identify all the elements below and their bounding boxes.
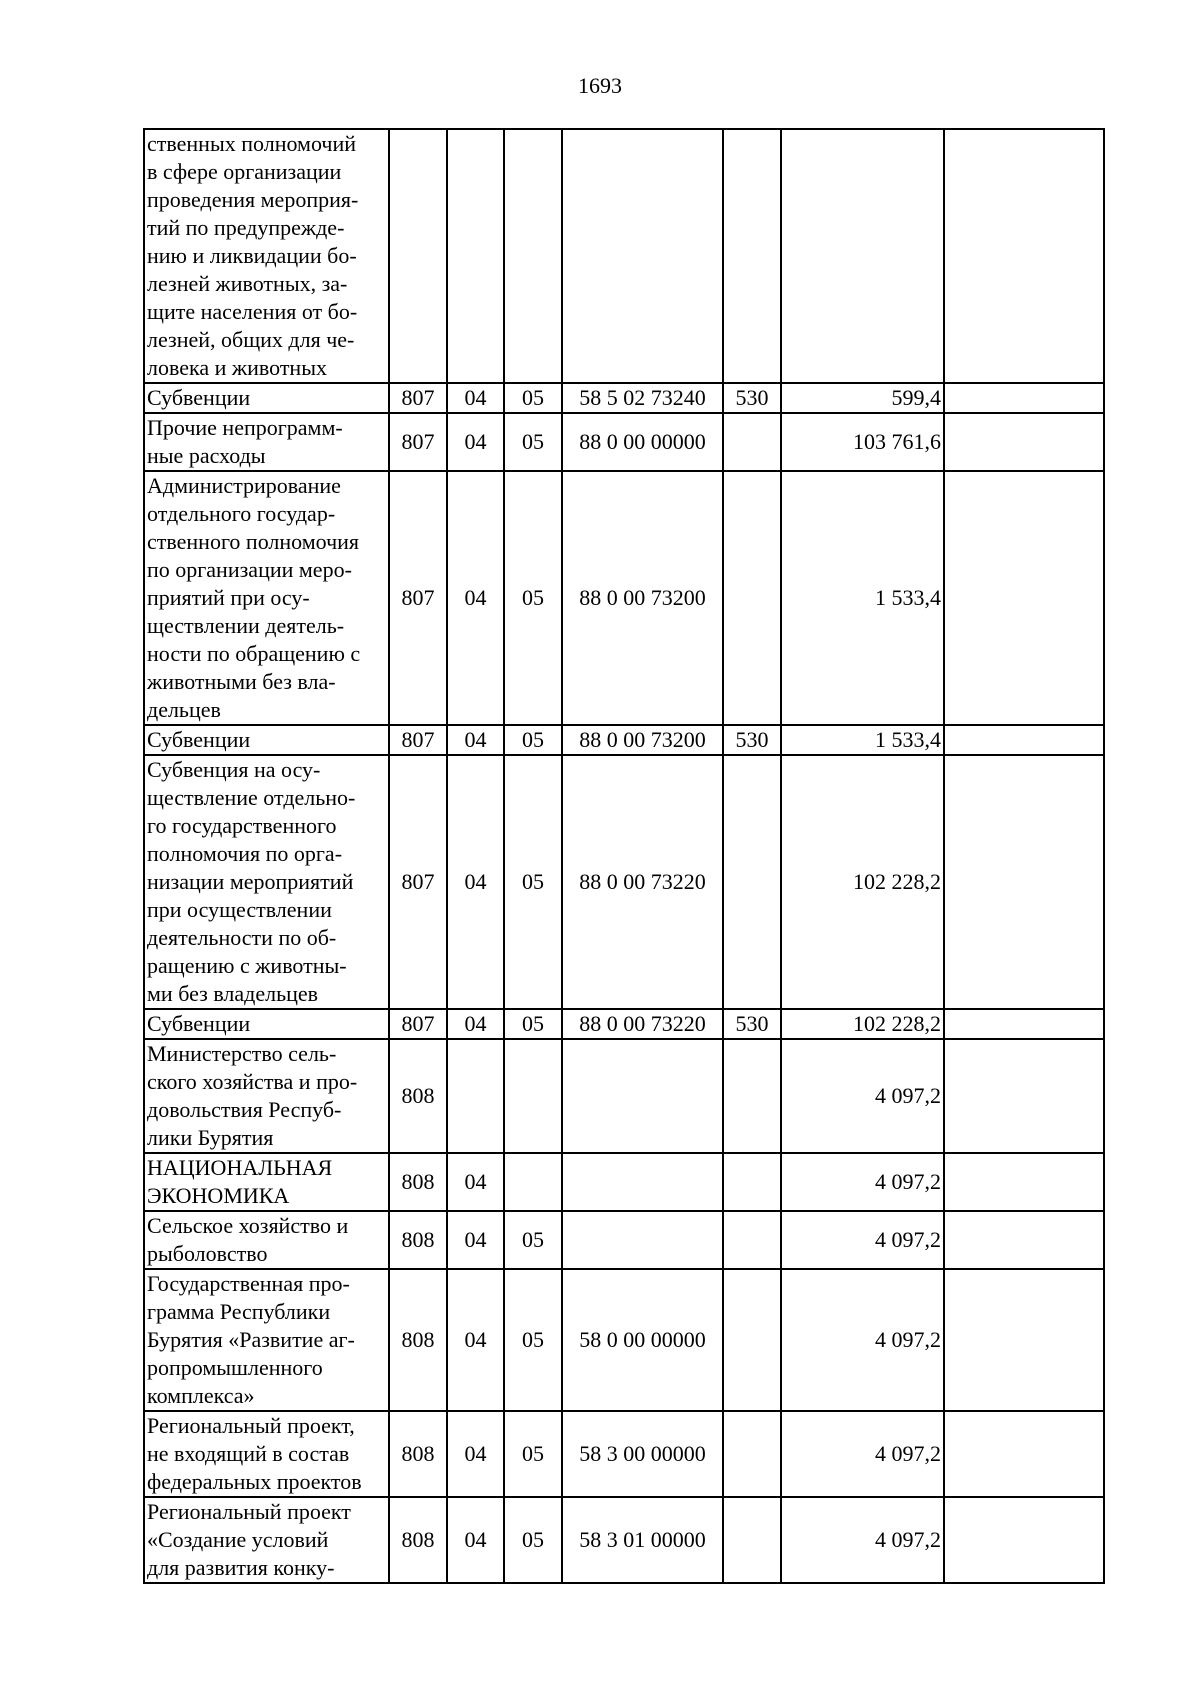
section-code-cell: 04 — [447, 1009, 504, 1039]
row-name-cell: Субвенции — [144, 725, 389, 755]
expense-type-cell — [723, 1153, 781, 1211]
amount-cell: 1 533,4 — [781, 471, 944, 725]
section-code-cell: 04 — [447, 1153, 504, 1211]
table-row — [144, 129, 1104, 383]
extra-cell — [944, 471, 1104, 725]
grbs-code-cell: 807 — [389, 1009, 447, 1039]
target-article-cell: 88 0 00 73220 — [562, 755, 723, 1009]
grbs-code-cell: 808 — [389, 1153, 447, 1211]
amount-cell — [781, 129, 944, 383]
amount-cell: 4 097,2 — [781, 1153, 944, 1211]
row-name-cell: Сельское хозяйство и рыболовство — [144, 1211, 389, 1269]
row-name-cell: НАЦИОНАЛЬНАЯ ЭКОНОМИКА — [144, 1153, 389, 1211]
amount-cell: 102 228,2 — [781, 755, 944, 1009]
extra-cell — [944, 1411, 1104, 1497]
expense-type-cell — [723, 129, 781, 383]
expense-type-cell — [723, 755, 781, 1009]
row-name-cell: Региональный проект, не входящий в состав федеральных проектов — [144, 1411, 389, 1497]
extra-cell — [944, 129, 1104, 383]
subsection-code-cell: 05 — [504, 1269, 562, 1411]
row-name-cell: ственных полномочий в сфере организации проведения мероприя- тий по предупрежде- нию и ликвидации бо- лезней животных, за- щите населения от бо- лезней, общих для че- ловека и животных — [144, 129, 389, 383]
subsection-code-cell: 05 — [504, 1497, 562, 1583]
subsection-code-cell — [504, 1039, 562, 1153]
amount-cell: 4 097,2 — [781, 1411, 944, 1497]
amount-cell: 4 097,2 — [781, 1269, 944, 1411]
table-row — [144, 1411, 1104, 1497]
target-article-cell — [562, 1211, 723, 1269]
section-code-cell: 04 — [447, 755, 504, 1009]
extra-cell — [944, 1009, 1104, 1039]
grbs-code-cell: 807 — [389, 725, 447, 755]
expense-type-cell: 530 — [723, 725, 781, 755]
row-name-cell: Субвенции — [144, 383, 389, 413]
budget-table — [143, 128, 1105, 1584]
extra-cell — [944, 755, 1104, 1009]
grbs-code-cell: 808 — [389, 1039, 447, 1153]
amount-cell: 599,4 — [781, 383, 944, 413]
grbs-code-cell: 807 — [389, 755, 447, 1009]
extra-cell — [944, 1039, 1104, 1153]
target-article-cell: 88 0 00 73200 — [562, 471, 723, 725]
expense-type-cell — [723, 1269, 781, 1411]
row-name-cell: Администрирование отдельного государ- ственного полномочия по организации меро- приятий при осу- ществлении деятель- ности по обращению с животными без вла- дельцев — [144, 471, 389, 725]
row-name-cell: Прочие непрограмм- ные расходы — [144, 413, 389, 471]
target-article-cell — [562, 129, 723, 383]
table-row — [144, 1497, 1104, 1583]
subsection-code-cell: 05 — [504, 383, 562, 413]
grbs-code-cell: 808 — [389, 1497, 447, 1583]
table-row — [144, 1153, 1104, 1211]
expense-type-cell — [723, 1411, 781, 1497]
table-row — [144, 1009, 1104, 1039]
section-code-cell — [447, 129, 504, 383]
table-row — [144, 725, 1104, 755]
section-code-cell: 04 — [447, 1269, 504, 1411]
subsection-code-cell — [504, 129, 562, 383]
grbs-code-cell: 808 — [389, 1411, 447, 1497]
subsection-code-cell: 05 — [504, 1411, 562, 1497]
expense-type-cell: 530 — [723, 1009, 781, 1039]
section-code-cell: 04 — [447, 1211, 504, 1269]
expense-type-cell — [723, 413, 781, 471]
target-article-cell: 58 5 02 73240 — [562, 383, 723, 413]
target-article-cell: 58 3 00 00000 — [562, 1411, 723, 1497]
expense-type-cell — [723, 1039, 781, 1153]
table-row — [144, 1269, 1104, 1411]
row-name-cell: Государственная про- грамма Республики Бурятия «Развитие аг- ропромышленного комплекса» — [144, 1269, 389, 1411]
section-code-cell: 04 — [447, 725, 504, 755]
grbs-code-cell: 807 — [389, 471, 447, 725]
subsection-code-cell: 05 — [504, 1009, 562, 1039]
row-name-cell: Министерство сель- ского хозяйства и про- довольствия Респуб- лики Бурятия — [144, 1039, 389, 1153]
section-code-cell: 04 — [447, 383, 504, 413]
page-number: 1693 — [578, 73, 622, 98]
expense-type-cell — [723, 1497, 781, 1583]
amount-cell: 4 097,2 — [781, 1039, 944, 1153]
table-body — [144, 129, 1104, 1583]
expense-type-cell — [723, 1211, 781, 1269]
extra-cell — [944, 1497, 1104, 1583]
row-name-cell: Региональный проект «Создание условий для развития конку- — [144, 1497, 389, 1583]
extra-cell — [944, 1153, 1104, 1211]
extra-cell — [944, 383, 1104, 413]
subsection-code-cell: 05 — [504, 1211, 562, 1269]
table-row — [144, 413, 1104, 471]
grbs-code-cell: 807 — [389, 383, 447, 413]
row-name-cell: Субвенция на осу- ществление отдельно- го государственного полномочия по орга- низации мероприятий при осуществлении деятельности по об- ращению с животны- ми без владельцев — [144, 755, 389, 1009]
expense-type-cell: 530 — [723, 383, 781, 413]
target-article-cell: 58 0 00 00000 — [562, 1269, 723, 1411]
section-code-cell: 04 — [447, 471, 504, 725]
table-row — [144, 1211, 1104, 1269]
target-article-cell: 58 3 01 00000 — [562, 1497, 723, 1583]
extra-cell — [944, 1269, 1104, 1411]
target-article-cell — [562, 1039, 723, 1153]
extra-cell — [944, 413, 1104, 471]
extra-cell — [944, 1211, 1104, 1269]
section-code-cell: 04 — [447, 413, 504, 471]
grbs-code-cell: 808 — [389, 1269, 447, 1411]
subsection-code-cell: 05 — [504, 471, 562, 725]
row-name-cell: Субвенции — [144, 1009, 389, 1039]
section-code-cell: 04 — [447, 1497, 504, 1583]
section-code-cell — [447, 1039, 504, 1153]
amount-cell: 102 228,2 — [781, 1009, 944, 1039]
subsection-code-cell: 05 — [504, 755, 562, 1009]
extra-cell — [944, 725, 1104, 755]
grbs-code-cell: 808 — [389, 1211, 447, 1269]
amount-cell: 1 533,4 — [781, 725, 944, 755]
table-row — [144, 471, 1104, 725]
target-article-cell: 88 0 00 73220 — [562, 1009, 723, 1039]
table-row — [144, 1039, 1104, 1153]
target-article-cell: 88 0 00 00000 — [562, 413, 723, 471]
expense-type-cell — [723, 471, 781, 725]
table-row — [144, 383, 1104, 413]
section-code-cell: 04 — [447, 1411, 504, 1497]
grbs-code-cell — [389, 129, 447, 383]
amount-cell: 4 097,2 — [781, 1211, 944, 1269]
target-article-cell: 88 0 00 73200 — [562, 725, 723, 755]
amount-cell: 4 097,2 — [781, 1497, 944, 1583]
subsection-code-cell — [504, 1153, 562, 1211]
subsection-code-cell: 05 — [504, 725, 562, 755]
amount-cell: 103 761,6 — [781, 413, 944, 471]
target-article-cell — [562, 1153, 723, 1211]
subsection-code-cell: 05 — [504, 413, 562, 471]
grbs-code-cell: 807 — [389, 413, 447, 471]
table-row — [144, 755, 1104, 1009]
